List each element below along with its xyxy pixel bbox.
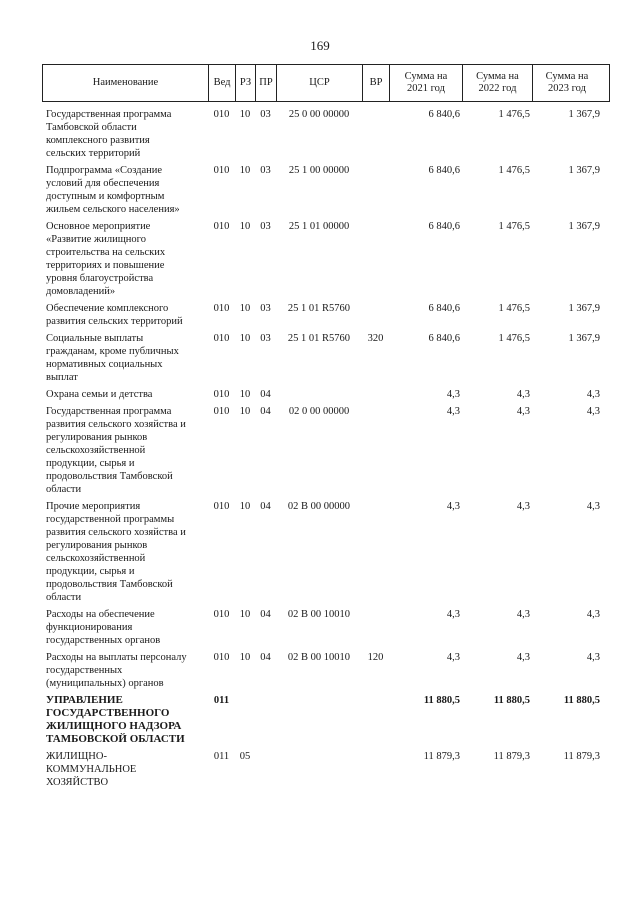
table-body bbox=[42, 108, 610, 793]
table-row bbox=[42, 608, 610, 647]
table-row bbox=[42, 108, 610, 160]
row-sum-2022: 1 476,5 bbox=[498, 221, 530, 232]
row-sum-2023: 1 367,9 bbox=[568, 303, 600, 314]
row-pr: 04 bbox=[260, 652, 271, 663]
row-name: Государственная программа Тамбовской области комплексного развития сельских территорий bbox=[46, 109, 172, 159]
table-row bbox=[42, 651, 610, 690]
row-rz: 10 bbox=[239, 333, 251, 344]
row-sum-2021: 11 880,5 bbox=[423, 695, 460, 706]
row-sum-2023: 4,3 bbox=[586, 609, 600, 620]
header-name: Наименование bbox=[43, 65, 209, 101]
row-csr: 25 1 00 00000 bbox=[288, 165, 350, 176]
table-row bbox=[42, 405, 610, 496]
row-ved: 010 bbox=[213, 501, 230, 512]
row-pr: 04 bbox=[260, 609, 271, 620]
header-rz: РЗ bbox=[236, 65, 256, 101]
row-sum-2021: 6 840,6 bbox=[428, 165, 460, 176]
row-pr: 04 bbox=[260, 389, 271, 400]
row-sum-2021: 6 840,6 bbox=[428, 333, 460, 344]
row-name: Расходы на выплаты персоналу государственных (муниципальных) органов bbox=[46, 652, 187, 689]
row-csr: 02 В 00 00000 bbox=[287, 501, 351, 512]
page-number: 169 bbox=[310, 38, 330, 53]
row-ved: 011 bbox=[213, 751, 230, 762]
table-row bbox=[42, 694, 610, 746]
row-pr: 03 bbox=[260, 165, 271, 176]
row-rz: 10 bbox=[239, 389, 251, 400]
row-name: Основное мероприятие «Развитие жилищного строительства на сельских территориях и повышение уровня благоустройства домовладений» bbox=[46, 221, 166, 297]
row-pr: 04 bbox=[260, 406, 271, 417]
row-pr: 03 bbox=[260, 221, 271, 232]
row-sum-2022: 1 476,5 bbox=[498, 333, 530, 344]
row-sum-2022: 1 476,5 bbox=[498, 303, 530, 314]
row-sum-2022: 4,3 bbox=[516, 406, 530, 417]
row-name: Охрана семьи и детства bbox=[46, 389, 153, 400]
row-csr: 25 0 00 00000 bbox=[288, 109, 350, 120]
table-row bbox=[42, 332, 610, 384]
row-sum-2021: 4,3 bbox=[446, 389, 460, 400]
row-name: УПРАВЛЕНИЕ ГОСУДАРСТВЕННОГО ЖИЛИЩНОГО НАДЗОРА ТАМБОВСКОЙ ОБЛАСТИ bbox=[46, 694, 185, 745]
row-sum-2021: 6 840,6 bbox=[428, 109, 460, 120]
row-name: Прочие мероприятия государственной программы развития сельского хозяйства и регулирования рынков сельскохозяйственной продукции, сырья и продовольствия Тамбовской области bbox=[46, 501, 186, 603]
row-ved: 010 bbox=[213, 165, 230, 176]
row-name: Государственная программа развития сельского хозяйства и регулирования рынков сельскохозяйственной продукции, сырья и продовольствия Тамбовской области bbox=[46, 406, 186, 495]
header-ved: Вед bbox=[209, 65, 236, 101]
row-csr: 25 1 01 R5760 bbox=[287, 333, 351, 344]
row-sum-2023: 1 367,9 bbox=[568, 165, 600, 176]
row-sum-2021: 4,3 bbox=[446, 501, 460, 512]
row-sum-2023: 11 880,5 bbox=[563, 695, 600, 706]
row-sum-2023: 4,3 bbox=[586, 652, 600, 663]
row-sum-2023: 4,3 bbox=[586, 406, 600, 417]
row-csr: 02 В 00 10010 bbox=[287, 609, 351, 620]
row-sum-2022: 1 476,5 bbox=[498, 109, 530, 120]
row-rz: 10 bbox=[239, 165, 251, 176]
row-vr: 320 bbox=[367, 333, 384, 344]
row-ved: 010 bbox=[213, 109, 230, 120]
row-name: Подпрограмма «Создание условий для обеспечения доступным и комфортным жильем сельского населения» bbox=[46, 165, 180, 215]
row-sum-2023: 1 367,9 bbox=[568, 333, 600, 344]
row-sum-2022: 4,3 bbox=[516, 389, 530, 400]
row-pr: 03 bbox=[260, 333, 271, 344]
header-sum-2021: Сумма на 2021 год bbox=[390, 65, 463, 101]
row-rz: 10 bbox=[239, 303, 251, 314]
row-sum-2022: 4,3 bbox=[516, 652, 530, 663]
table-header bbox=[42, 64, 610, 102]
row-sum-2021: 11 879,3 bbox=[423, 751, 460, 762]
row-sum-2022: 1 476,5 bbox=[498, 165, 530, 176]
row-name: Обеспечение комплексного развития сельских территорий bbox=[46, 303, 183, 327]
header-sum-2023: Сумма на 2023 год bbox=[545, 71, 589, 94]
header-vr: ВР bbox=[363, 65, 390, 101]
table-row bbox=[42, 302, 610, 328]
table-row bbox=[42, 388, 610, 401]
header-sum-2022: Сумма на 2022 год bbox=[463, 65, 533, 101]
row-sum-2021: 4,3 bbox=[446, 406, 460, 417]
header-pr: ПР bbox=[256, 65, 277, 101]
row-ved: 010 bbox=[213, 333, 230, 344]
table-row bbox=[42, 500, 610, 604]
row-sum-2021: 6 840,6 bbox=[428, 221, 460, 232]
row-rz: 10 bbox=[239, 652, 251, 663]
row-sum-2022: 4,3 bbox=[516, 501, 530, 512]
row-sum-2023: 1 367,9 bbox=[568, 221, 600, 232]
row-ved: 010 bbox=[213, 406, 230, 417]
row-rz: 10 bbox=[239, 406, 251, 417]
row-ved: 010 bbox=[213, 652, 230, 663]
row-sum-2023: 4,3 bbox=[586, 501, 600, 512]
row-name: Расходы на обеспечение функционирования государственных органов bbox=[46, 609, 161, 646]
row-sum-2022: 11 880,5 bbox=[493, 695, 530, 706]
row-csr: 25 1 01 00000 bbox=[288, 221, 350, 232]
row-csr: 02 В 00 10010 bbox=[287, 652, 351, 663]
row-ved: 011 bbox=[213, 695, 230, 706]
row-rz: 10 bbox=[239, 221, 251, 232]
row-pr: 04 bbox=[260, 501, 271, 512]
header-csr: ЦСР bbox=[277, 65, 363, 101]
row-name: Социальные выплаты гражданам, кроме публичных нормативных социальных выплат bbox=[46, 333, 179, 383]
row-rz: 10 bbox=[239, 609, 251, 620]
row-sum-2023: 4,3 bbox=[586, 389, 600, 400]
row-rz: 05 bbox=[239, 751, 251, 762]
row-rz: 10 bbox=[239, 501, 251, 512]
row-sum-2021: 4,3 bbox=[446, 652, 460, 663]
table-row bbox=[42, 750, 610, 789]
row-ved: 010 bbox=[213, 609, 230, 620]
row-sum-2023: 11 879,3 bbox=[563, 751, 600, 762]
row-name: ЖИЛИЩНО- КОММУНАЛЬНОЕ ХОЗЯЙСТВО bbox=[46, 751, 137, 788]
row-sum-2023: 1 367,9 bbox=[568, 109, 600, 120]
row-csr: 02 0 00 00000 bbox=[288, 406, 350, 417]
row-pr: 03 bbox=[260, 303, 271, 314]
row-vr: 120 bbox=[367, 652, 384, 663]
row-ved: 010 bbox=[213, 221, 230, 232]
row-sum-2022: 4,3 bbox=[516, 609, 530, 620]
row-sum-2021: 6 840,6 bbox=[428, 303, 460, 314]
row-ved: 010 bbox=[213, 389, 230, 400]
row-rz: 10 bbox=[239, 109, 251, 120]
row-csr: 25 1 01 R5760 bbox=[287, 303, 351, 314]
row-pr: 03 bbox=[260, 109, 271, 120]
row-ved: 010 bbox=[213, 303, 230, 314]
row-sum-2022: 11 879,3 bbox=[493, 751, 530, 762]
table-row bbox=[42, 164, 610, 216]
table-row bbox=[42, 220, 610, 298]
row-sum-2021: 4,3 bbox=[446, 609, 460, 620]
